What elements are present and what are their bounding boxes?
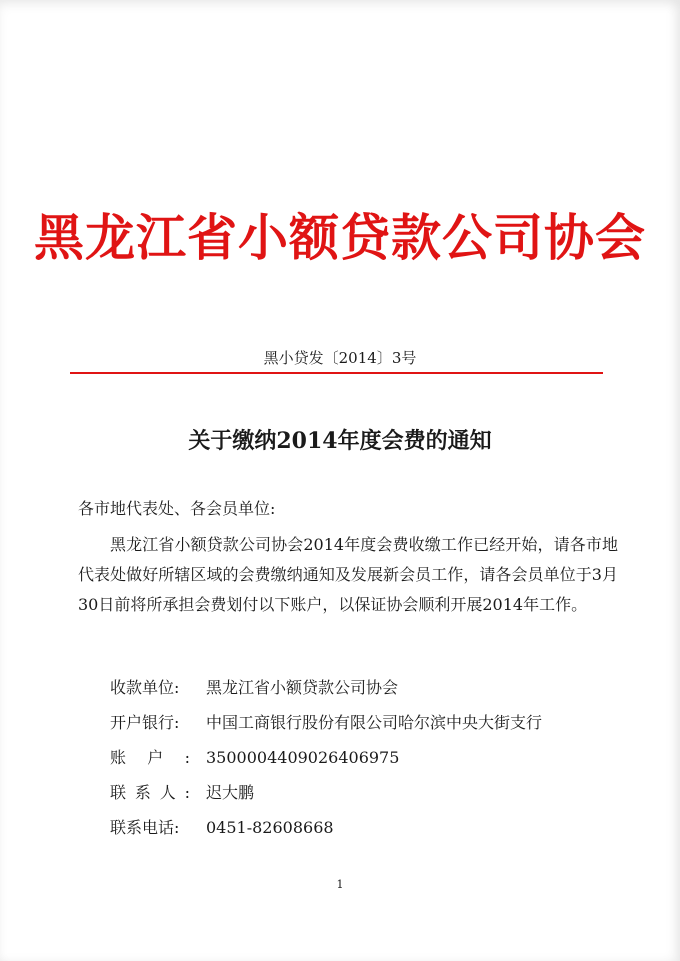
info-row-payee xyxy=(110,677,542,712)
salutation: 各市地代表处、各会员单位: xyxy=(78,499,276,518)
bank-value: 中国工商银行股份有限公司哈尔滨中央大街支行 xyxy=(206,713,543,732)
document-number: 黑小贷发〔2014〕3号 xyxy=(263,349,417,367)
account-label: 账户: xyxy=(110,748,190,767)
body-paragraph: 黑龙江省小额贷款公司协会2014年度会费收缴工作已经开始，请各市地代表处做好所辖区域的会费缴纳通知及发展新会员工作，请各会员单位于3月30日前将所承担会费划付以下账户，以保证协会顺利开展2014年工作。 xyxy=(78,535,618,614)
info-row-account xyxy=(110,747,542,782)
contact-value: 迟大鹏 xyxy=(206,783,255,802)
info-row-contact xyxy=(110,782,542,817)
bank-label: 开户银行: xyxy=(110,713,180,732)
account-info-block xyxy=(110,677,542,852)
phone-value: 0451-82608668 xyxy=(206,818,334,837)
red-divider-line xyxy=(70,372,603,374)
payee-value: 黑龙江省小额贷款公司协会 xyxy=(206,678,399,697)
info-row-phone xyxy=(110,817,542,852)
account-value: 3500004409026406975 xyxy=(206,748,400,767)
contact-label: 联系人: xyxy=(110,783,190,802)
phone-label: 联系电话: xyxy=(110,818,180,837)
page-number: 1 xyxy=(336,878,344,891)
notice-title: 关于缴纳2014年度会费的通知 xyxy=(188,428,492,454)
issuing-organization-header: 黑龙江省小额贷款公司协会 xyxy=(34,208,646,267)
payee-label: 收款单位: xyxy=(110,678,180,697)
info-row-bank xyxy=(110,712,542,747)
